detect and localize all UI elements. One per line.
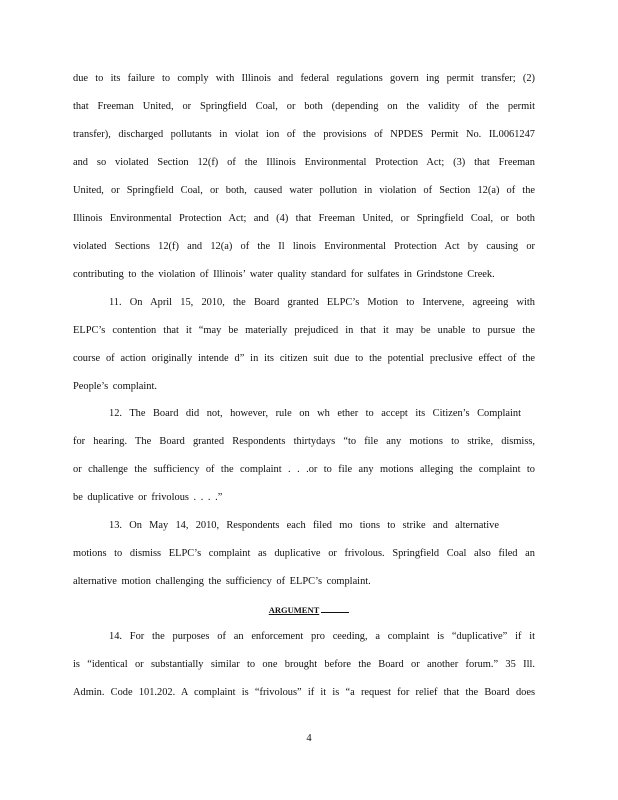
paragraph-14-line: is “identical or substantially similar to one brought before the Board or another forum.” 35 Ill. xyxy=(73,659,535,670)
paragraph-11-line: course of action originally intende d” in its citizen suit due to the potential preclusive effect of the xyxy=(73,353,535,364)
paragraph-12-line: 12. The Board did not, however, rule on wh ether to accept its Citizen’s Complaint xyxy=(109,408,521,419)
paragraph-12-line: or challenge the sufficiency of the complaint . . .or to file any motions alleging the complaint to xyxy=(73,464,535,475)
paragraph-10-line: due to its failure to comply with Illinois and federal regulations govern ing permit transfer; (2) xyxy=(73,73,535,84)
heading-underline xyxy=(321,603,349,613)
page-number: 4 xyxy=(306,733,312,744)
paragraph-11-line: ELPC’s contention that it “may be materially prejudiced in that it may be unable to pursue the xyxy=(73,325,535,336)
paragraph-10-line: violated Sections 12(f) and 12(a) of the Il linois Environmental Protection Act by causing or xyxy=(73,241,535,252)
paragraph-10-line: contributing to the violation of Illinois’ water quality standard for sulfates in Grindstone Creek. xyxy=(73,269,495,280)
paragraph-13-line: alternative motion challenging the sufficiency of ELPC’s complaint. xyxy=(73,576,371,587)
paragraph-12-line: for hearing. The Board granted Respondents thirtydays “to file any motions to strike, dismiss, xyxy=(73,436,535,447)
paragraph-10-line: and so violated Section 12(f) of the Illinois Environmental Protection Act; (3) that Freeman xyxy=(73,157,535,168)
paragraph-13-line: motions to dismiss ELPC’s complaint as duplicative or frivolous. Springfield Coal also filed an xyxy=(73,548,535,559)
paragraph-10-line: that Freeman United, or Springfield Coal, or both (depending on the validity of the permit xyxy=(73,101,535,112)
paragraph-12-line: be duplicative or frivolous . . . .” xyxy=(73,492,223,503)
paragraph-10-line: United, or Springfield Coal, or both, caused water pollution in violation of Section 12(a) of the xyxy=(73,185,535,196)
paragraph-10-line: Illinois Environmental Protection Act; and (4) that Freeman United, or Springfield Coal, or both xyxy=(73,213,535,224)
paragraph-10-line: transfer), discharged pollutants in violat ion of the provisions of NPDES Permit No. IL0061247 xyxy=(73,129,535,140)
paragraph-14-line: Admin. Code 101.202. A complaint is “frivolous” if it is “a request for relief that the Board does xyxy=(73,687,535,698)
heading-text: ARGUMENT xyxy=(268,605,320,615)
paragraph-11-line: People’s complaint. xyxy=(73,381,157,392)
paragraph-13-line: 13. On May 14, 2010, Respondents each filed mo tions to strike and alternative xyxy=(109,520,499,531)
paragraph-14-line: 14. For the purposes of an enforcement pro ceeding, a complaint is “duplicative” if it xyxy=(109,631,535,642)
section-heading xyxy=(0,603,618,616)
paragraph-11-line: 11. On April 15, 2010, the Board granted ELPC’s Motion to Intervene, agreeing with xyxy=(109,297,535,308)
